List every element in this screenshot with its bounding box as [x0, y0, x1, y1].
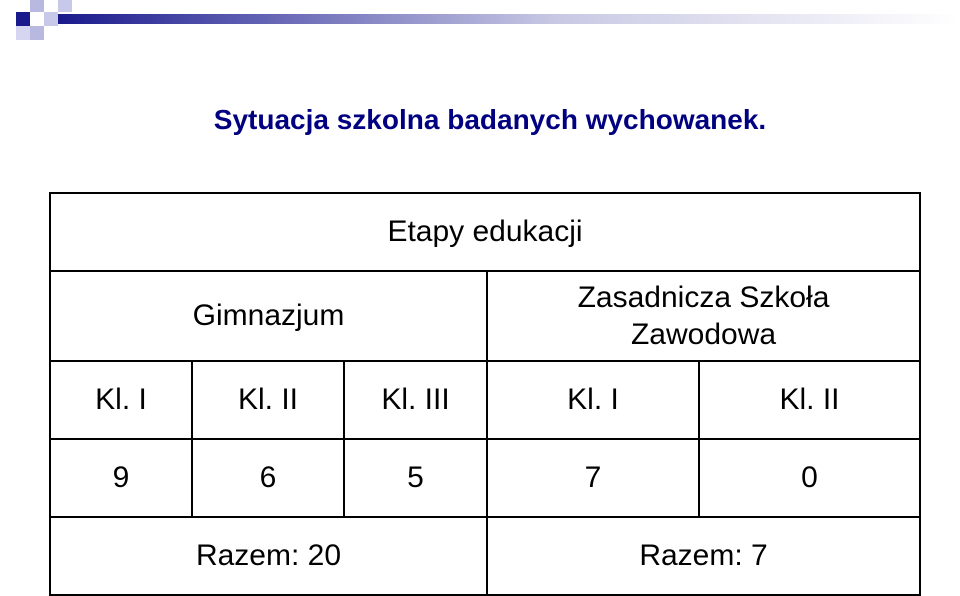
group-label-line: Zawodowa — [630, 318, 777, 351]
class-cell: Kl. II — [699, 361, 920, 439]
class-cell: Kl. I — [50, 361, 192, 439]
table-row — [50, 439, 920, 517]
count-cell: 5 — [344, 439, 487, 517]
total-cell-gimnazjum: Razem: 20 — [50, 517, 487, 595]
table-row — [50, 193, 920, 271]
count-cell: 0 — [699, 439, 920, 517]
decor-square — [16, 12, 30, 26]
header-decoration — [0, 0, 960, 60]
class-cell: Kl. I — [487, 361, 699, 439]
header-gradient-bar — [58, 14, 960, 24]
class-cell: Kl. III — [344, 361, 487, 439]
count-cell: 7 — [487, 439, 699, 517]
table-row — [50, 271, 920, 361]
count-cell: 6 — [192, 439, 344, 517]
decor-square — [44, 12, 58, 26]
table-row — [50, 361, 920, 439]
group-label-line: Zasadnicza Szkoła — [577, 280, 830, 314]
table-header-cell: Etapy edukacji — [50, 193, 920, 271]
education-table — [49, 192, 921, 596]
class-cell: Kl. II — [192, 361, 344, 439]
group-cell-gimnazjum: Gimnazjum — [50, 271, 487, 361]
slide-title: Sytuacja szkolna badanych wychowanek. — [213, 104, 767, 135]
group-cell-zsz — [487, 271, 920, 361]
total-cell-zsz: Razem: 7 — [487, 517, 920, 595]
decor-square — [58, 0, 72, 12]
decor-square — [30, 0, 44, 12]
table-row — [50, 517, 920, 595]
decor-square — [16, 26, 30, 40]
decor-square — [30, 26, 44, 40]
count-cell: 9 — [50, 439, 192, 517]
